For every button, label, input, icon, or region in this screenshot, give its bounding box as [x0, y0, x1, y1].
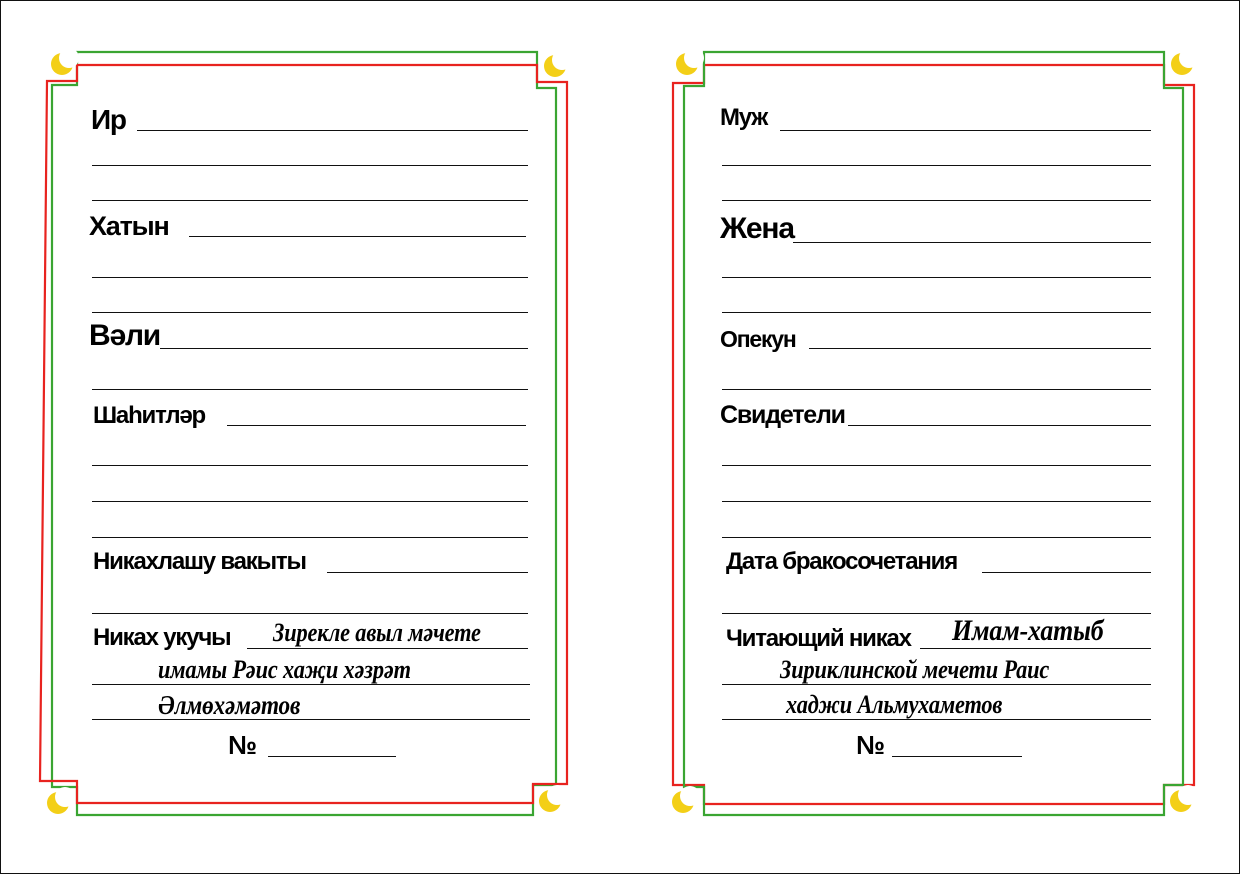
witnesses-line-2[interactable]: [92, 465, 528, 466]
wife-line[interactable]: [793, 242, 1151, 243]
number-label: №: [856, 730, 885, 760]
husband-line[interactable]: [137, 130, 528, 131]
crescent-moon-icon: [47, 787, 75, 814]
husband-line-3[interactable]: [92, 200, 528, 201]
wife-line-3[interactable]: [722, 312, 1151, 313]
crescent-moon-icon: [539, 785, 567, 812]
date-line[interactable]: [982, 572, 1151, 573]
crescent-moon-icon: [676, 48, 704, 75]
officiant-line-2[interactable]: [92, 684, 530, 685]
witnesses-label: Свидетели: [720, 401, 845, 429]
wife-line[interactable]: [189, 236, 526, 237]
witnesses-line-3[interactable]: [722, 501, 1151, 502]
officiant-line-3[interactable]: [722, 719, 1151, 720]
officiant-line[interactable]: [920, 648, 1151, 649]
officiant-handwriting-2: имамы Рәис хаҗи хәзрәт: [158, 655, 411, 684]
ornamental-frame: [627, 0, 1240, 874]
guardian-line[interactable]: [160, 348, 528, 349]
officiant-label: Читающий никах: [726, 625, 911, 652]
guardian-label: Опекун: [720, 326, 796, 352]
officiant-handwriting-1: Зирекле авыл мәчете: [273, 618, 481, 647]
guardian-line-2[interactable]: [722, 389, 1151, 390]
guardian-line-2[interactable]: [92, 389, 528, 390]
wife-line-3[interactable]: [92, 312, 528, 313]
husband-line-2[interactable]: [92, 165, 528, 166]
officiant-handwriting-1: Имам-хатыб: [952, 614, 1104, 647]
husband-line[interactable]: [780, 130, 1151, 131]
witnesses-line[interactable]: [227, 425, 526, 426]
officiant-line-2[interactable]: [722, 684, 1151, 685]
certificate-card-russian: [627, 0, 1240, 874]
crescent-moon-icon: [544, 50, 572, 77]
number-line[interactable]: [892, 756, 1022, 757]
crescent-moon-icon: [1170, 785, 1198, 812]
date-line-2[interactable]: [92, 613, 528, 614]
wife-line-2[interactable]: [722, 277, 1151, 278]
date-label: Дата бракосочетания: [726, 548, 958, 575]
officiant-handwriting-3: хаджи Альмухаметов: [786, 690, 1003, 719]
officiant-line[interactable]: [247, 648, 528, 649]
officiant-label: Никах укучы: [93, 624, 231, 651]
crescent-moon-icon: [672, 786, 700, 813]
wife-label: Жена: [720, 212, 794, 245]
number-line[interactable]: [268, 756, 396, 757]
witnesses-line-4[interactable]: [722, 537, 1151, 538]
date-line[interactable]: [327, 572, 528, 573]
guardian-label: Вәли: [89, 319, 161, 352]
officiant-handwriting-2: Зириклинской мечети Раис: [780, 655, 1050, 684]
officiant-handwriting-3: Әлмөхәмәтов: [158, 690, 301, 720]
witnesses-line-3[interactable]: [92, 501, 528, 502]
guardian-line[interactable]: [809, 348, 1151, 349]
husband-line-3[interactable]: [722, 200, 1151, 201]
crescent-moon-icon: [1171, 48, 1199, 75]
wife-label: Хатын: [89, 211, 169, 241]
witnesses-label: Шаһитләр: [93, 402, 205, 429]
witnesses-line-2[interactable]: [722, 465, 1151, 466]
husband-label: Ир: [91, 104, 126, 135]
witnesses-line-4[interactable]: [92, 537, 528, 538]
wife-line-2[interactable]: [92, 277, 528, 278]
husband-label: Муж: [720, 104, 768, 131]
husband-line-2[interactable]: [722, 165, 1151, 166]
crescent-moon-icon: [51, 48, 79, 75]
officiant-line-3[interactable]: [92, 719, 530, 720]
witnesses-line[interactable]: [848, 425, 1151, 426]
date-label: Никахлашу вакыты: [93, 548, 306, 575]
number-label: №: [228, 730, 257, 760]
